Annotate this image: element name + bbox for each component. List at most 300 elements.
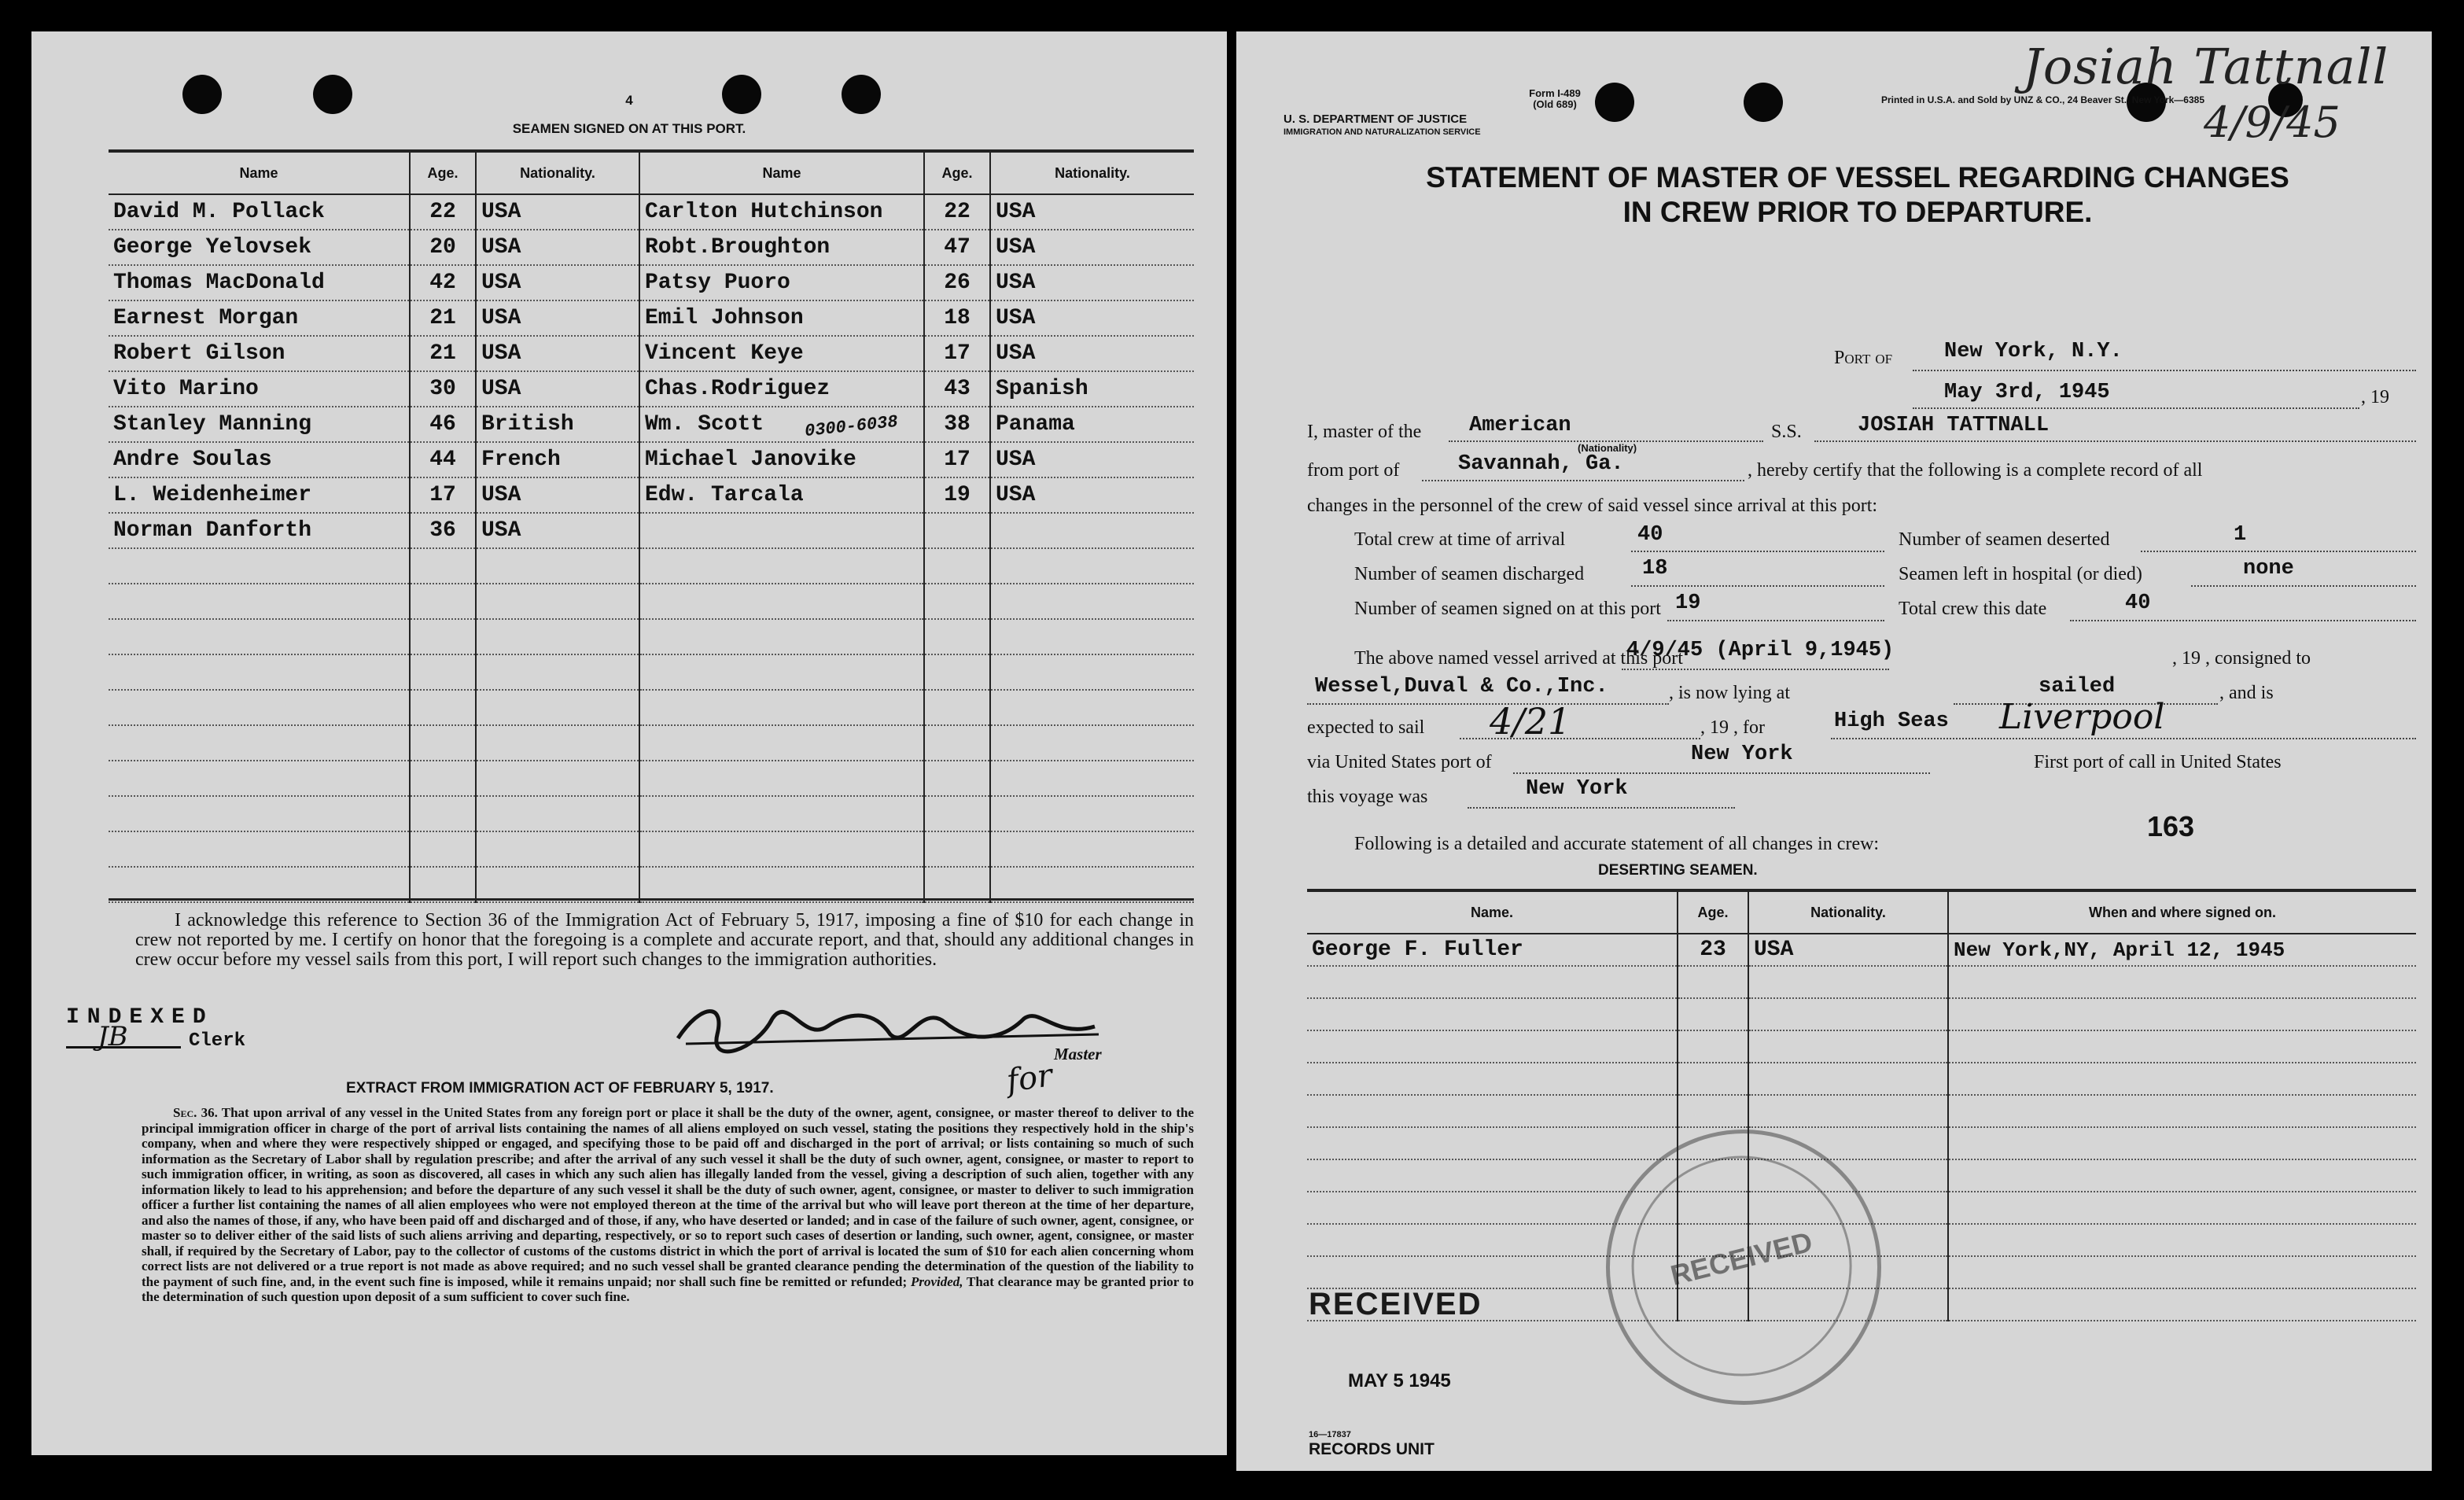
table-row — [109, 619, 639, 654]
cell-nationality: USA — [476, 194, 639, 230]
cell-nationality: USA — [990, 194, 1194, 230]
table-row — [639, 796, 1194, 831]
cell-age: 18 — [924, 300, 990, 336]
service-name: IMMIGRATION AND NATURALIZATION SERVICE — [1284, 127, 1481, 137]
cell-name: Robert Gilson — [109, 336, 410, 371]
cell-nationality — [1748, 1095, 1948, 1127]
right-page — [1236, 31, 2432, 1471]
cell-name — [639, 761, 924, 796]
cell-name — [1307, 1159, 1678, 1192]
expected-line — [1460, 738, 1700, 739]
table-row — [109, 371, 639, 407]
cell-age: 17 — [410, 477, 476, 513]
cell-name — [639, 796, 924, 831]
cell-when — [1948, 998, 2416, 1030]
port-of-label: Port of — [1834, 348, 1893, 368]
table-row — [109, 265, 639, 300]
cell-nationality: USA — [476, 371, 639, 407]
certify-text: , hereby certify that the following is a complete record of all — [1748, 460, 2203, 481]
cell-age: 47 — [924, 230, 990, 265]
cell-nationality: Panama — [990, 407, 1194, 442]
col-header-name: Name — [109, 153, 410, 194]
col-header-nationality: Nationality. — [990, 153, 1194, 194]
cell-name: Stanley Manning — [109, 407, 410, 442]
table-row — [639, 831, 1194, 867]
hospital-label: Seamen left in hospital (or died) — [1899, 564, 2142, 584]
cell-age: 22 — [924, 194, 990, 230]
table-row — [639, 442, 1194, 477]
cell-nationality: USA — [990, 442, 1194, 477]
cell-when — [1948, 1030, 2416, 1063]
table-row — [109, 300, 639, 336]
table-row — [639, 867, 1194, 902]
table-row — [639, 230, 1194, 265]
received-stamp: RECEIVED — [1309, 1287, 1482, 1321]
cell-nationality: USA — [990, 300, 1194, 336]
cell-nationality — [476, 796, 639, 831]
cell-nationality: USA — [990, 230, 1194, 265]
via-line — [1513, 772, 1930, 774]
form-number: Form I-489 — [1529, 87, 1581, 99]
arrived-line — [1622, 669, 1889, 670]
table-row — [109, 194, 639, 230]
cell-age: 21 — [410, 300, 476, 336]
first-port-label: First port of call in United States — [2034, 752, 2282, 772]
cell-name — [109, 761, 410, 796]
handwritten-date: 4/9/45 — [2204, 98, 2341, 147]
cell-nationality: French — [476, 442, 639, 477]
cell-when — [1948, 1159, 2416, 1192]
cell-nationality: USA — [990, 265, 1194, 300]
cell-nationality — [476, 725, 639, 761]
cell-nationality — [476, 654, 639, 690]
table-row — [639, 477, 1194, 513]
table-row — [109, 230, 639, 265]
cell-name: David M. Pollack — [109, 194, 410, 230]
cell-age — [410, 654, 476, 690]
cell-name — [109, 725, 410, 761]
table-row — [639, 654, 1194, 690]
consigned-label: , 19 , consigned to — [2172, 648, 2311, 669]
cell-name — [109, 654, 410, 690]
cell-age: 30 — [410, 371, 476, 407]
cell-name — [109, 548, 410, 584]
signed-on-label: Number of seamen signed on at this port — [1354, 599, 1661, 619]
cell-name — [109, 619, 410, 654]
date-value: May 3rd, 1945 — [1944, 381, 2110, 404]
cell-name — [639, 690, 924, 725]
following-text: Following is a detailed and accurate statement of all changes in crew: — [1354, 834, 1880, 854]
table-row — [109, 867, 639, 902]
discharged-label: Number of seamen discharged — [1354, 564, 1585, 584]
cell-name: George F. Fuller — [1307, 934, 1678, 966]
discharged-value: 18 — [1642, 557, 1668, 580]
provided-label: Provided, — [910, 1273, 963, 1289]
cell-name — [639, 548, 924, 584]
cell-age: 17 — [924, 336, 990, 371]
expected-value: 4/21 — [1490, 700, 1571, 743]
cell-when — [1948, 1127, 2416, 1159]
cell-age: 17 — [924, 442, 990, 477]
cell-age — [410, 584, 476, 619]
total-date-value: 40 — [2125, 592, 2151, 615]
voyage-value: New York — [1526, 777, 1628, 801]
signed-on-value: 19 — [1675, 592, 1701, 615]
received-date-stamp: MAY 5 1945 — [1348, 1370, 1451, 1391]
scott-annotation: 0300-6038 — [804, 411, 899, 442]
via-value: New York — [1691, 743, 1793, 766]
cell-nationality: British — [476, 407, 639, 442]
arrived-value: 4/9/45 (April 9,1945) — [1626, 639, 1895, 662]
cell-age — [1678, 966, 1748, 998]
cell-nationality: USA — [476, 513, 639, 548]
acknowledgement-text: I acknowledge this reference to Section 36 of the Immigration Act of February 5, 1917, imposing a fine of $10 for each change in crew not reported by me. I certify on honor that the foregoing is a complete and accurate report, and that, should any additional changes in crew occur before my vessel sails from this port, I will report such changes to the immigration authorities. — [135, 910, 1194, 970]
cell-name: Carlton Hutchinson — [639, 194, 924, 230]
des-header-nationality: Nationality. — [1748, 892, 1948, 934]
cell-age — [410, 690, 476, 725]
table-row — [109, 690, 639, 725]
des-header-when-where: When and where signed on. — [1948, 892, 2416, 934]
table-row — [109, 584, 639, 619]
table-row — [639, 371, 1194, 407]
records-unit-stamp: RECORDS UNIT — [1309, 1440, 1435, 1458]
total-date-label: Total crew this date — [1899, 599, 2047, 619]
cell-name — [1307, 1127, 1678, 1159]
master-label: Master — [1054, 1045, 1102, 1063]
form-header — [1457, 88, 1653, 110]
cell-age: 19 — [924, 477, 990, 513]
and-is-label: , and is — [2219, 683, 2274, 703]
cell-age — [924, 831, 990, 867]
cell-nationality — [476, 831, 639, 867]
destination-handwritten: Liverpool — [1999, 697, 2165, 737]
cell-age: 21 — [410, 336, 476, 371]
cell-nationality: Spanish — [990, 371, 1194, 407]
cell-age — [410, 761, 476, 796]
cell-age — [410, 796, 476, 831]
table-row — [639, 619, 1194, 654]
cell-nationality: USA — [476, 477, 639, 513]
from-port-label: from port of — [1307, 460, 1400, 481]
cell-age: 44 — [410, 442, 476, 477]
cell-nationality: USA — [476, 230, 639, 265]
table-row — [639, 548, 1194, 584]
table-row — [639, 761, 1194, 796]
printer-line: Printed in U.S.A. and Sold by UNZ & CO., 24 Beaver St., New York—6385 — [1881, 94, 2204, 105]
cell-name — [1307, 966, 1678, 998]
cell-name: Vincent Keye — [639, 336, 924, 371]
for-signature: for — [1004, 1057, 1055, 1100]
cell-name — [1307, 1095, 1678, 1127]
cell-when — [1948, 1224, 2416, 1256]
punch-hole — [1744, 83, 1783, 122]
col-header-age: Age. — [924, 153, 990, 194]
form-code: 16—17837 — [1309, 1430, 1351, 1439]
signed-on-line — [1667, 620, 1884, 621]
cell-name: Wm. Scott — [639, 407, 924, 442]
deserted-value: 1 — [2234, 523, 2247, 547]
table-row — [1307, 934, 2416, 966]
des-header-name: Name. — [1307, 892, 1678, 934]
deserting-title: DESERTING SEAMEN. — [1598, 862, 1758, 879]
cell-nationality — [990, 548, 1194, 584]
title-line-1: STATEMENT OF MASTER OF VESSEL REGARDING CHANGES — [1426, 161, 2289, 193]
cell-nationality — [476, 690, 639, 725]
cell-name — [639, 725, 924, 761]
cell-nationality — [990, 725, 1194, 761]
table-bottom-rule — [109, 898, 1194, 901]
table-row — [1307, 998, 2416, 1030]
cell-name — [639, 584, 924, 619]
cell-nationality — [990, 584, 1194, 619]
cell-nationality — [1748, 998, 1948, 1030]
cell-nationality: USA — [1748, 934, 1948, 966]
voyage-line — [1468, 807, 1735, 809]
total-arrival-label: Total crew at time of arrival — [1354, 529, 1566, 550]
table-row — [109, 725, 639, 761]
cell-nationality — [476, 584, 639, 619]
cell-age: 23 — [1678, 934, 1748, 966]
ss-label: S.S. — [1771, 422, 1802, 442]
cell-name: Earnest Morgan — [109, 300, 410, 336]
cell-age — [924, 548, 990, 584]
left-page — [31, 31, 1227, 1455]
discharged-line — [1631, 585, 1884, 587]
table-row — [109, 477, 639, 513]
form-title — [1307, 160, 2408, 230]
total-arrival-line — [1631, 551, 1884, 552]
table-row — [639, 513, 1194, 548]
cell-name — [109, 796, 410, 831]
cell-name — [109, 690, 410, 725]
vessel-name: JOSIAH TATTNALL — [1858, 414, 2050, 437]
cell-name — [639, 831, 924, 867]
total-date-line — [2070, 620, 2416, 621]
cell-age — [1678, 998, 1748, 1030]
cell-name: Robt.Broughton — [639, 230, 924, 265]
cell-age — [924, 867, 990, 902]
cell-age: 43 — [924, 371, 990, 407]
lying-value: sailed — [2039, 675, 2116, 698]
destination-line — [1831, 738, 2416, 739]
hospital-line — [2191, 585, 2416, 587]
for-label: , 19 , for — [1700, 717, 1765, 738]
page-number: 4 — [625, 93, 633, 108]
cell-nationality: USA — [990, 477, 1194, 513]
cell-nationality — [990, 513, 1194, 548]
cell-name — [1307, 998, 1678, 1030]
table-row — [639, 690, 1194, 725]
cell-when — [1948, 966, 2416, 998]
des-header-age: Age. — [1678, 892, 1748, 934]
cell-nationality: USA — [476, 300, 639, 336]
cell-name: George Yelovsek — [109, 230, 410, 265]
cell-age — [924, 619, 990, 654]
cell-nationality — [1748, 1063, 1948, 1095]
cell-age — [1678, 1030, 1748, 1063]
vessel-line — [1814, 440, 2416, 442]
date-line — [1913, 407, 2359, 409]
cell-age — [410, 619, 476, 654]
cell-nationality: USA — [990, 336, 1194, 371]
date-suffix: , 19 — [2361, 387, 2389, 407]
provided-body: That clearance may be granted prior to the determination of such question upon deposit of a sum sufficient to cover such fine. — [142, 1273, 1194, 1304]
cell-when — [1948, 1063, 2416, 1095]
section-label: Sec. 36. — [173, 1105, 218, 1120]
nationality-value: American — [1469, 414, 1571, 437]
hospital-value: none — [2243, 557, 2294, 580]
section-title: SEAMEN SIGNED ON AT THIS PORT. — [512, 121, 746, 136]
cell-age — [1678, 1095, 1748, 1127]
table-row — [109, 442, 639, 477]
cell-age — [924, 725, 990, 761]
table-row — [639, 584, 1194, 619]
cell-age: 42 — [410, 265, 476, 300]
cell-nationality — [990, 654, 1194, 690]
cell-nationality — [476, 548, 639, 584]
cell-age — [924, 761, 990, 796]
cell-nationality — [1748, 1030, 1948, 1063]
cell-age: 20 — [410, 230, 476, 265]
cell-nationality: USA — [476, 265, 639, 300]
table-row — [1307, 1030, 2416, 1063]
cell-name: Edw. Tarcala — [639, 477, 924, 513]
cell-age — [410, 548, 476, 584]
cell-nationality — [990, 831, 1194, 867]
table-row — [1307, 1159, 2416, 1192]
cell-age — [1678, 1063, 1748, 1095]
cell-name: Vito Marino — [109, 371, 410, 407]
table-row — [1307, 1095, 2416, 1127]
arrived-label: The above named vessel arrived at this port — [1354, 648, 1683, 669]
cell-name: Norman Danforth — [109, 513, 410, 548]
col-header-name: Name — [639, 153, 924, 194]
table-row — [639, 407, 1194, 442]
cell-name: Emil Johnson — [639, 300, 924, 336]
cell-age: 46 — [410, 407, 476, 442]
table-row — [1307, 1063, 2416, 1095]
deserted-label: Number of seamen deserted — [1899, 529, 2110, 550]
cell-age — [410, 725, 476, 761]
cell-nationality — [990, 796, 1194, 831]
extract-title: EXTRACT FROM IMMIGRATION ACT OF FEBRUARY 5, 1917. — [346, 1080, 774, 1096]
cell-name: L. Weidenheimer — [109, 477, 410, 513]
consignee-value: Wessel,Duval & Co.,Inc. — [1315, 675, 1608, 698]
cell-age — [924, 513, 990, 548]
table-row — [109, 336, 639, 371]
table-row — [639, 300, 1194, 336]
title-line-2: IN CREW PRIOR TO DEPARTURE. — [1622, 196, 2093, 228]
crew-table-left — [109, 153, 639, 903]
cell-name — [1307, 1030, 1678, 1063]
cell-name — [109, 831, 410, 867]
port-of-value: New York, N.Y. — [1944, 340, 2123, 363]
cell-name: Andre Soulas — [109, 442, 410, 477]
deserted-line — [2141, 551, 2416, 552]
cell-name — [109, 584, 410, 619]
cell-name: Thomas MacDonald — [109, 265, 410, 300]
master-signature — [670, 995, 1110, 1058]
via-label: via United States port of — [1307, 752, 1492, 772]
port-of-line — [1913, 370, 2416, 371]
cell-name — [639, 513, 924, 548]
clerk-label: Clerk — [189, 1030, 246, 1052]
section-body: That upon arrival of any vessel in the United States from any foreign port or place it shall be the duty of the owner, agent, consignee, or master thereof to deliver to the principal immigration officer in charge of the port of arrival lists containing the names of all aliens employed on such vessel, stating the positions they respectively hold in the ship's company, when and where they were respectively shipped or engaged, and specifying those to be paid off and discharged in the port of arrival; or lists containing so much of such information as the Secretary of Labor shall by regulation prescribe; and after the arrival of any such vessel it shall be the duty of such owner, agent, consignee, or master to report to such immigration officer, in writing, as soon as discovered, all cases in which any such alien has illegally landed from the vessel, giving a description of such alien, together with any information likely to lead to his apprehension; and before the departure of any such vessel it shall be the duty of such owner, agent, consignee, or master to deliver to such immigration officer a further list containing the names of all alien employees who were not employed thereon at the time of the arrival but who will leave port thereon at the time of her departure, and also the names of those, if any, who have been paid off and discharged and of those, if any, who have deserted or landed; and in case of the failure of such owner, agent, consignee, or master so to deliver either of the said lists of such aliens arriving and departing, respectively, or so to report such cases of desertion or landing, such owner, agent, consignee, or master shall, if required by the Secretary of Labor, pay to the collector of customs of the customs district in which the port of arrival is located the sum of $10 for each alien concerning whom correct lists are not delivered or a true report is not made as above required; and no such vessel shall be granted clearance pending the determination of the question of the liability to the payment of such fine, and, in the event such fine is imposed, while it remains unpaid; nor shall such fine be remitted or refunded; — [142, 1105, 1194, 1289]
cell-when — [1948, 1288, 2416, 1321]
cell-nationality — [990, 761, 1194, 796]
cell-name: Chas.Rodriguez — [639, 371, 924, 407]
changes-text: changes in the personnel of the crew of said vessel since arrival at this port: — [1307, 496, 1878, 516]
cell-name — [1307, 1063, 1678, 1095]
cell-nationality — [990, 690, 1194, 725]
table-row — [109, 548, 639, 584]
cell-name — [639, 867, 924, 902]
cell-age — [924, 796, 990, 831]
cell-name: Patsy Puoro — [639, 265, 924, 300]
destination-value: High Seas — [1834, 709, 1949, 733]
voyage-label: this voyage was — [1307, 787, 1428, 807]
table-row — [1307, 1127, 2416, 1159]
cell-name: Michael Janovike — [639, 442, 924, 477]
nationality-caption: (Nationality) — [1578, 442, 1637, 454]
clerk-initials: JB — [98, 1021, 128, 1052]
indexed-stamp: INDEXED — [66, 1005, 214, 1030]
cell-nationality — [476, 761, 639, 796]
cell-age — [410, 867, 476, 902]
table-row — [1307, 966, 2416, 998]
cell-age: 22 — [410, 194, 476, 230]
department-name: U. S. DEPARTMENT OF JUSTICE — [1284, 112, 1468, 126]
cell-nationality: USA — [476, 336, 639, 371]
master-of-label: I, master of the — [1307, 422, 1422, 442]
handwritten-vessel-name: Josiah Tattnall — [2023, 38, 2389, 95]
cell-nationality — [476, 867, 639, 902]
table-row — [639, 336, 1194, 371]
col-header-age: Age. — [410, 153, 476, 194]
cell-age — [924, 654, 990, 690]
cell-age — [924, 584, 990, 619]
cell-when — [1948, 1192, 2416, 1224]
from-port-line — [1422, 480, 1744, 481]
total-arrival-value: 40 — [1637, 523, 1663, 547]
table-row — [639, 725, 1194, 761]
cell-age: 26 — [924, 265, 990, 300]
cell-when — [1948, 1095, 2416, 1127]
table-row — [109, 513, 639, 548]
lying-label: , is now lying at — [1669, 683, 1790, 703]
from-port-value: Savannah, Ga. — [1458, 452, 1624, 476]
table-row — [109, 761, 639, 796]
form-old: (Old 689) — [1533, 98, 1577, 110]
round-stamp-text: RECEIVED — [1667, 1225, 1816, 1292]
cell-age: 36 — [410, 513, 476, 548]
table-row — [109, 654, 639, 690]
crew-table-right — [639, 153, 1194, 903]
table-row — [109, 831, 639, 867]
department-block — [1284, 113, 1481, 138]
consignee-line — [1307, 703, 1669, 705]
cell-when: New York,NY, April 12, 1945 — [1948, 934, 2416, 966]
extract-section-text — [142, 1105, 1194, 1305]
table-row — [639, 194, 1194, 230]
expected-label: expected to sail — [1307, 717, 1425, 738]
cell-nationality — [990, 867, 1194, 902]
cell-name — [639, 619, 924, 654]
page-serial-number: 163 — [2147, 810, 2195, 842]
cell-nationality — [990, 619, 1194, 654]
cell-age — [410, 831, 476, 867]
cell-name — [639, 654, 924, 690]
